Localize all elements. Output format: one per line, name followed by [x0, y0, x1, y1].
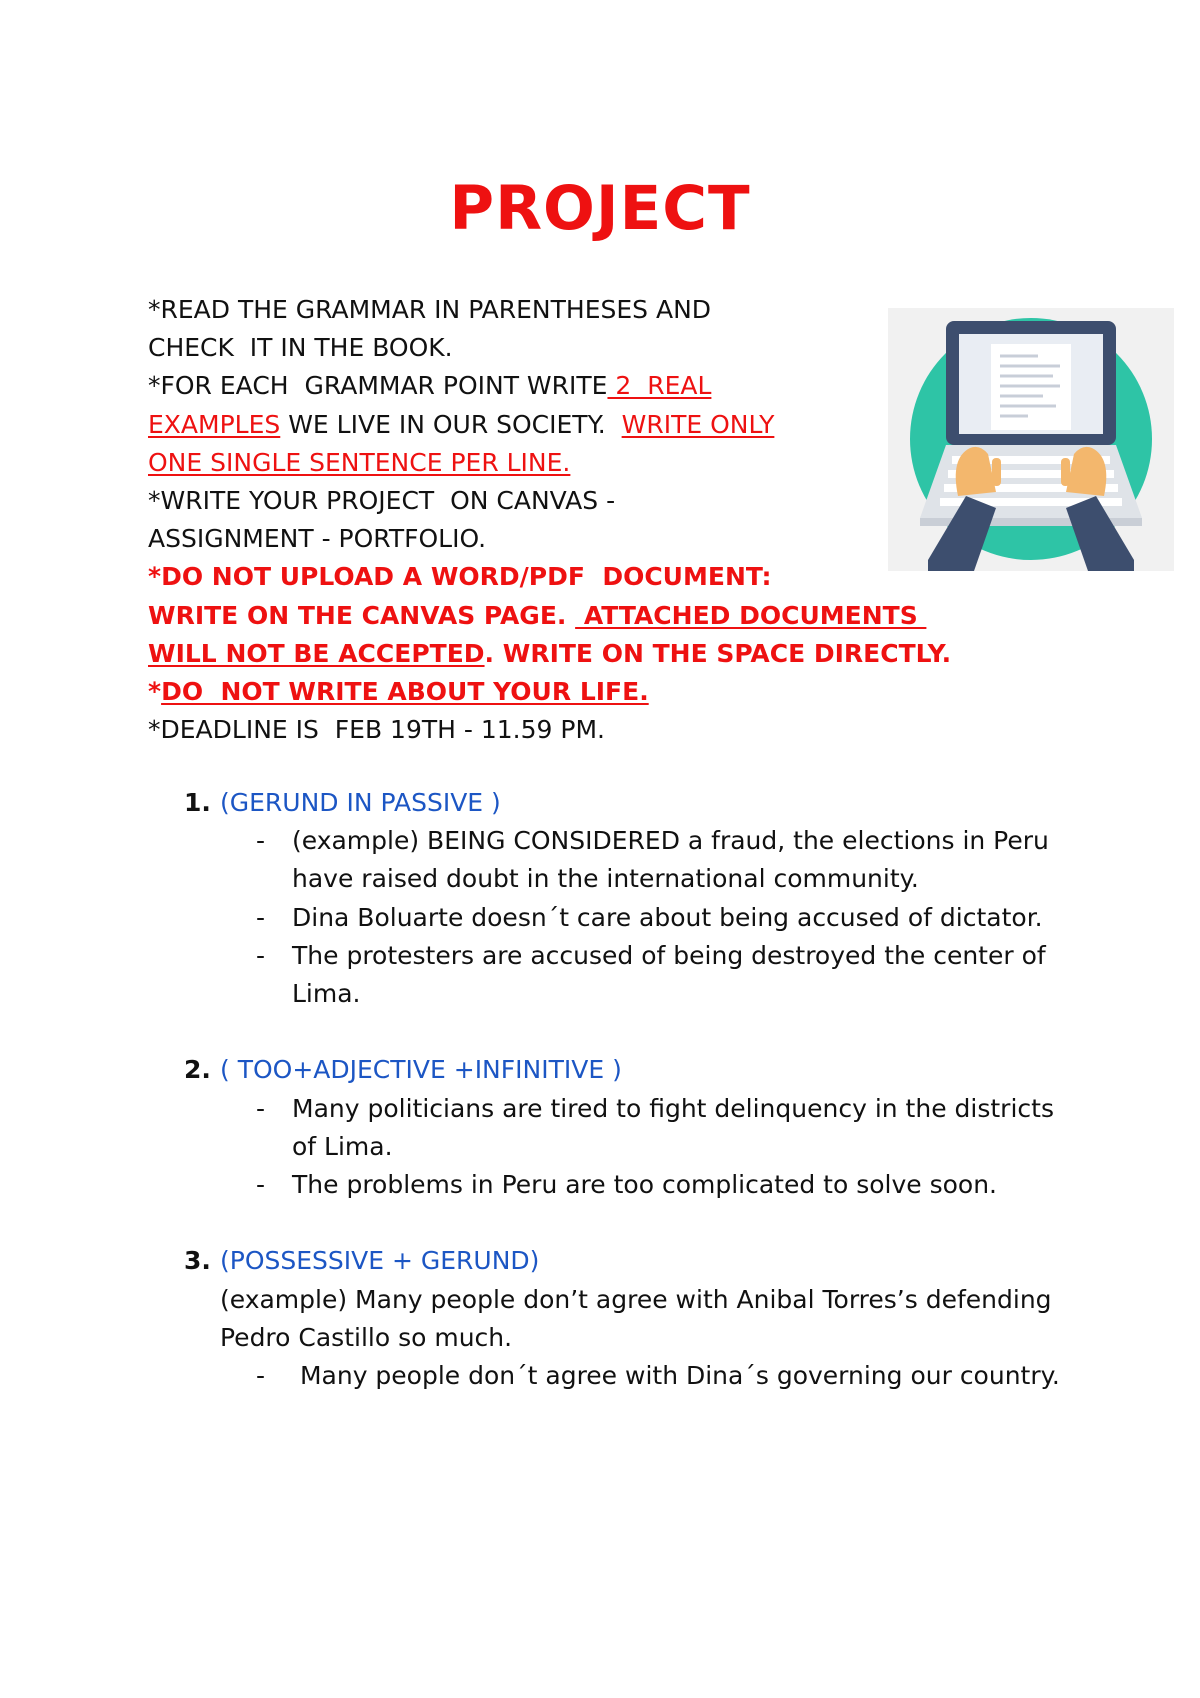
dash-bullet: -: [256, 940, 266, 970]
list-item: [0, 822, 1200, 898]
instruction-line: CHECK IT IN THE BOOK.: [148, 333, 453, 363]
example-sentence: Many politicians are tired to fight delinquency in the districts of Lima.: [292, 1093, 1054, 1161]
grammar-section-3: [0, 1242, 1200, 1395]
list-item: [0, 1357, 1200, 1395]
warning-underlined: WILL NOT BE ACCEPTED: [148, 638, 485, 668]
warning-line: [148, 635, 1108, 673]
section-number: 3.: [184, 1246, 211, 1276]
instruction-line: ASSIGNMENT - PORTFOLIO.: [148, 524, 487, 554]
instruction-line: ONE SINGLE SENTENCE PER LINE.: [148, 447, 571, 477]
warning-text: . WRITE ON THE SPACE DIRECTLY.: [484, 638, 952, 668]
example-sentence: The problems in Peru are too complicated to solve soon.: [292, 1169, 998, 1199]
list-item: [0, 937, 1200, 1013]
dash-bullet: -: [256, 902, 266, 932]
instruction-highlight: 2 REAL: [607, 371, 712, 401]
instruction-text: *FOR EACH GRAMMAR POINT WRITE: [148, 371, 608, 401]
laptop-typing-icon: [888, 308, 1174, 571]
example-sentence: The protesters are accused of being destroyed the center of Lima.: [292, 940, 1046, 1008]
example-sentence: Many people don´t agree with Dina´s governing our country.: [292, 1360, 1060, 1390]
grammar-point: (GERUND IN PASSIVE ): [220, 788, 501, 817]
example-sentence: (example) Many people don’t agree with Anibal Torres’s defending Pedro Castillo so much.: [220, 1284, 1052, 1352]
warning-text: WRITE ON THE CANVAS PAGE.: [148, 600, 576, 630]
list-item: [0, 1166, 1200, 1204]
section-number: 1.: [184, 788, 211, 817]
dash-bullet: -: [256, 1360, 266, 1390]
grammar-section-2: [0, 1051, 1200, 1204]
section-heading: [0, 784, 1200, 822]
spacer: [0, 1013, 1200, 1051]
warning-underlined: DO NOT WRITE ABOUT YOUR LIFE.: [161, 676, 649, 706]
deadline-line: *DEADLINE IS FEB 19TH - 11.59 PM.: [148, 715, 605, 745]
example-sentence: (example) BEING CONSIDERED a fraud, the elections in Peru have raised doubt in the international community.: [292, 826, 1049, 894]
instruction-text: WE LIVE IN OUR SOCIETY.: [280, 409, 622, 439]
instruction-line: *WRITE YOUR PROJECT ON CANVAS -: [148, 485, 616, 515]
warning-text: *: [148, 676, 162, 706]
dash-bullet: -: [256, 1093, 266, 1123]
dash-bullet: -: [256, 1169, 266, 1199]
warning-line: *DO NOT UPLOAD A WORD/PDF DOCUMENT:: [148, 562, 772, 592]
dash-bullet: -: [256, 826, 266, 856]
spacer: [0, 1204, 1200, 1242]
warning-underlined: ATTACHED DOCUMENTS: [575, 600, 927, 630]
grammar-sections: [0, 784, 1200, 1395]
page-title: PROJECT: [449, 173, 751, 244]
grammar-point: (POSSESSIVE + GERUND): [220, 1246, 540, 1276]
section-number: 2.: [184, 1055, 211, 1085]
list-item: [0, 899, 1200, 937]
example-sentence: Dina Boluarte doesn´t care about being accused of dictator.: [292, 902, 1043, 932]
instruction-line: *READ THE GRAMMAR IN PARENTHESES AND: [148, 295, 712, 324]
section-heading: [0, 1242, 1200, 1280]
list-item: [0, 1090, 1200, 1166]
instruction-highlight: WRITE ONLY: [621, 409, 775, 439]
grammar-section-1: [0, 784, 1200, 1013]
section-heading: [0, 1051, 1200, 1089]
warning-line: [148, 673, 1108, 711]
warning-line: [148, 597, 1108, 635]
grammar-point: ( TOO+ADJECTIVE +INFINITIVE ): [220, 1055, 622, 1085]
instruction-highlight: EXAMPLES: [148, 409, 281, 439]
